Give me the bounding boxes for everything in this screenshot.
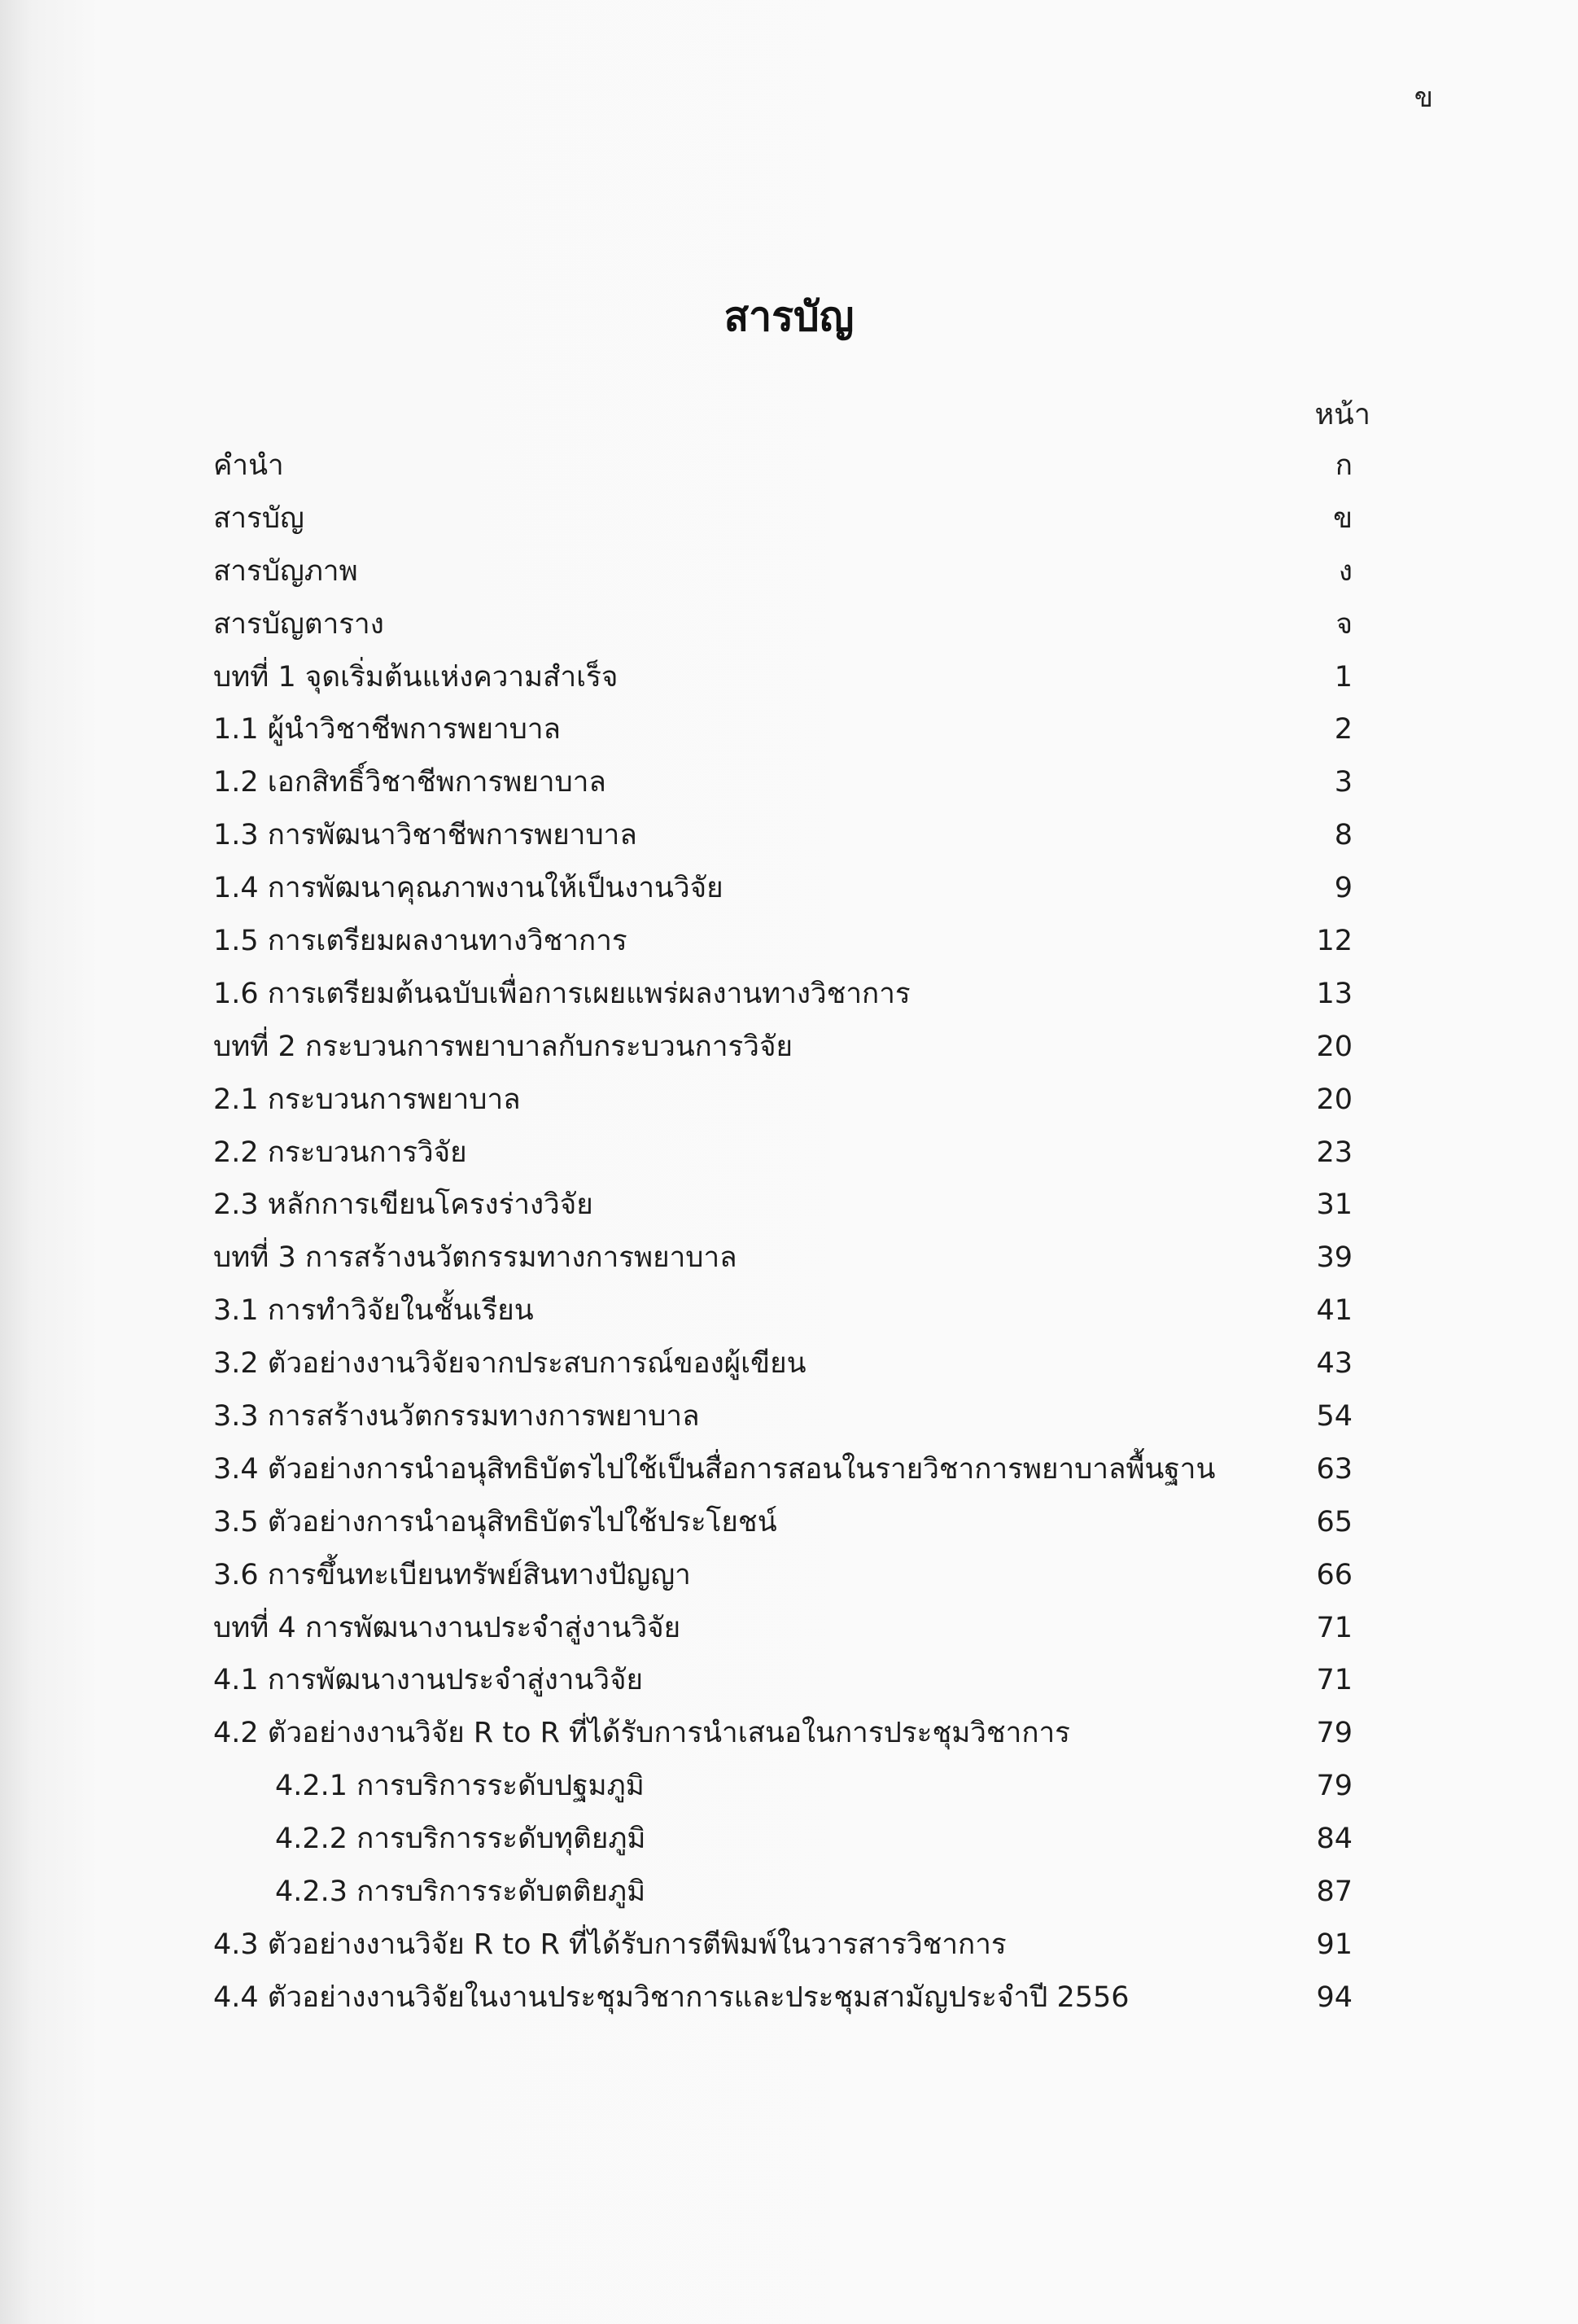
toc-entry-page: 20 xyxy=(1316,1083,1353,1116)
toc-entry-label: 3.1 การทำวิจัยในชั้นเรียน xyxy=(213,1294,534,1328)
toc-entry-page: 79 xyxy=(1316,1717,1353,1750)
toc-entry-page: 20 xyxy=(1316,1030,1353,1063)
toc-entry xyxy=(213,1813,1369,1866)
toc-entry xyxy=(213,1760,1369,1813)
toc-entry xyxy=(213,1390,1369,1443)
toc-title: สารบัญ xyxy=(723,293,855,340)
toc-entry-label: บทที่ 4 การพัฒนางานประจำสู่งานวิจัย xyxy=(213,1611,681,1644)
toc-entry-page: 3 xyxy=(1334,766,1353,799)
toc-entry-page: 31 xyxy=(1316,1188,1353,1222)
toc-entry-label: 4.2 ตัวอย่างงานวิจัย R to R ที่ได้รับการนำเสนอในการประชุมวิชาการ xyxy=(213,1717,1070,1750)
toc-entry xyxy=(213,1549,1369,1602)
toc-entry-page: 71 xyxy=(1316,1664,1353,1697)
toc-entry-page: 65 xyxy=(1316,1505,1353,1538)
toc-entry xyxy=(213,1443,1369,1496)
toc-entry xyxy=(213,862,1369,915)
toc-entry xyxy=(213,545,1369,598)
toc-entry-label: 4.2.2 การบริการระดับทุติยภูมิ xyxy=(275,1823,646,1856)
toc-entry-page: 66 xyxy=(1316,1558,1353,1591)
toc-entry-label: 2.3 หลักการเขียนโครงร่างวิจัย xyxy=(213,1188,593,1222)
toc-entry-label: 1.5 การเตรียมผลงานทางวิชาการ xyxy=(213,925,627,958)
toc-entry xyxy=(213,1337,1369,1390)
toc-entry-label: 4.2.3 การบริการระดับตติยภูมิ xyxy=(275,1875,646,1909)
toc-entry xyxy=(213,1127,1369,1180)
toc-entry-page: 41 xyxy=(1316,1294,1353,1328)
toc-entry xyxy=(213,1496,1369,1549)
toc-list xyxy=(213,440,1369,2024)
toc-entry-label: สารบัญ xyxy=(213,501,304,535)
toc-entry-page: 1 xyxy=(1334,660,1353,694)
toc-entry-label: 4.4 ตัวอย่างงานวิจัยในงานประชุมวิชาการและประชุมสามัญประจำปี 2556 xyxy=(213,1980,1130,2014)
toc-entry xyxy=(213,1866,1369,1919)
toc-entry xyxy=(213,1972,1369,2024)
toc-entry-page: 43 xyxy=(1316,1347,1353,1381)
toc-entry-label: 3.3 การสร้างนวัตกรรมทางการพยาบาล xyxy=(213,1400,700,1433)
toc-entry-page: ก xyxy=(1335,449,1353,482)
toc-entry-label: 1.3 การพัฒนาวิชาชีพการพยาบาล xyxy=(213,819,637,852)
toc-entry-label: 1.4 การพัฒนาคุณภาพงานให้เป็นงานวิจัย xyxy=(213,872,723,905)
toc-entry-label: 3.4 ตัวอย่างการนำอนุสิทธิบัตรไปใช้เป็นสื่อการสอนในรายวิชาการพยาบาลพื้นฐาน xyxy=(213,1452,1216,1486)
toc-entry-page: 13 xyxy=(1316,977,1353,1010)
toc-entry-label: 3.2 ตัวอย่างงานวิจัยจากประสบการณ์ของผู้เขียน xyxy=(213,1347,806,1381)
toc-entry xyxy=(213,915,1369,968)
toc-entry xyxy=(213,1074,1369,1127)
toc-entry-label: สารบัญตาราง xyxy=(213,607,384,641)
toc-entry-page: ข xyxy=(1333,501,1353,535)
toc-entry-page: 2 xyxy=(1334,713,1353,746)
toc-entry xyxy=(213,809,1369,862)
toc-entry-label: คำนำ xyxy=(213,449,284,482)
toc-entry-label: 1.6 การเตรียมต้นฉบับเพื่อการเผยแพร่ผลงานทางวิชาการ xyxy=(213,977,911,1010)
toc-entry-label: บทที่ 3 การสร้างนวัตกรรมทางการพยาบาล xyxy=(213,1241,737,1275)
toc-entry xyxy=(213,1707,1369,1760)
toc-entry xyxy=(213,1021,1369,1074)
toc-entry-page: 9 xyxy=(1334,872,1353,905)
page-column-header: หน้า xyxy=(1314,398,1370,431)
toc-entry-page: 8 xyxy=(1334,819,1353,852)
toc-entry xyxy=(213,1602,1369,1655)
toc-entry xyxy=(213,1232,1369,1285)
toc-entry-label: 4.2.1 การบริการระดับปฐมภูมิ xyxy=(275,1770,645,1803)
toc-entry-label: บทที่ 2 กระบวนการพยาบาลกับกระบวนการวิจัย xyxy=(213,1030,793,1063)
toc-entry xyxy=(213,492,1369,545)
toc-entry xyxy=(213,1179,1369,1232)
toc-entry-page: 84 xyxy=(1316,1823,1353,1856)
toc-entry-page: 79 xyxy=(1316,1770,1353,1803)
toc-entry-page: 23 xyxy=(1316,1136,1353,1169)
toc-entry-page: จ xyxy=(1335,607,1353,641)
toc-entry-page: 54 xyxy=(1316,1400,1353,1433)
toc-entry-label: 3.6 การขึ้นทะเบียนทรัพย์สินทางปัญญา xyxy=(213,1558,691,1591)
toc-entry-page: 91 xyxy=(1316,1928,1353,1961)
toc-entry-page: ง xyxy=(1338,554,1353,588)
toc-entry xyxy=(213,1285,1369,1337)
toc-entry-page: 71 xyxy=(1316,1611,1353,1644)
toc-entry-label: บทที่ 1 จุดเริ่มต้นแห่งความสำเร็จ xyxy=(213,660,619,694)
toc-entry-label: 4.1 การพัฒนางานประจำสู่งานวิจัย xyxy=(213,1664,644,1697)
toc-entry-label: 2.1 กระบวนการพยาบาล xyxy=(213,1083,521,1116)
toc-entry-page: 87 xyxy=(1316,1875,1353,1909)
toc-entry xyxy=(213,968,1369,1021)
toc-entry xyxy=(213,1919,1369,1972)
toc-entry-page: 94 xyxy=(1316,1980,1353,2014)
toc-entry-page: 39 xyxy=(1316,1241,1353,1275)
toc-entry-label: 4.3 ตัวอย่างงานวิจัย R to R ที่ได้รับการตีพิมพ์ในวารสารวิชาการ xyxy=(213,1928,1007,1961)
toc-entry-page: 63 xyxy=(1316,1452,1353,1486)
toc-entry-label: 2.2 กระบวนการวิจัย xyxy=(213,1136,467,1169)
toc-entry-label: 1.1 ผู้นำวิชาชีพการพยาบาล xyxy=(213,713,561,746)
toc-entry xyxy=(213,651,1369,704)
toc-entry xyxy=(213,756,1369,809)
toc-entry xyxy=(213,598,1369,651)
toc-entry xyxy=(213,440,1369,492)
toc-entry-label: 1.2 เอกสิทธิ์วิชาชีพการพยาบาล xyxy=(213,766,606,799)
toc-entry-page: 12 xyxy=(1316,925,1353,958)
toc-entry-label: 3.5 ตัวอย่างการนำอนุสิทธิบัตรไปใช้ประโยชน์ xyxy=(213,1505,777,1538)
toc-entry-label: สารบัญภาพ xyxy=(213,554,358,588)
page-number: ข xyxy=(1414,81,1433,114)
toc-entry xyxy=(213,1654,1369,1707)
toc-entry xyxy=(213,703,1369,756)
